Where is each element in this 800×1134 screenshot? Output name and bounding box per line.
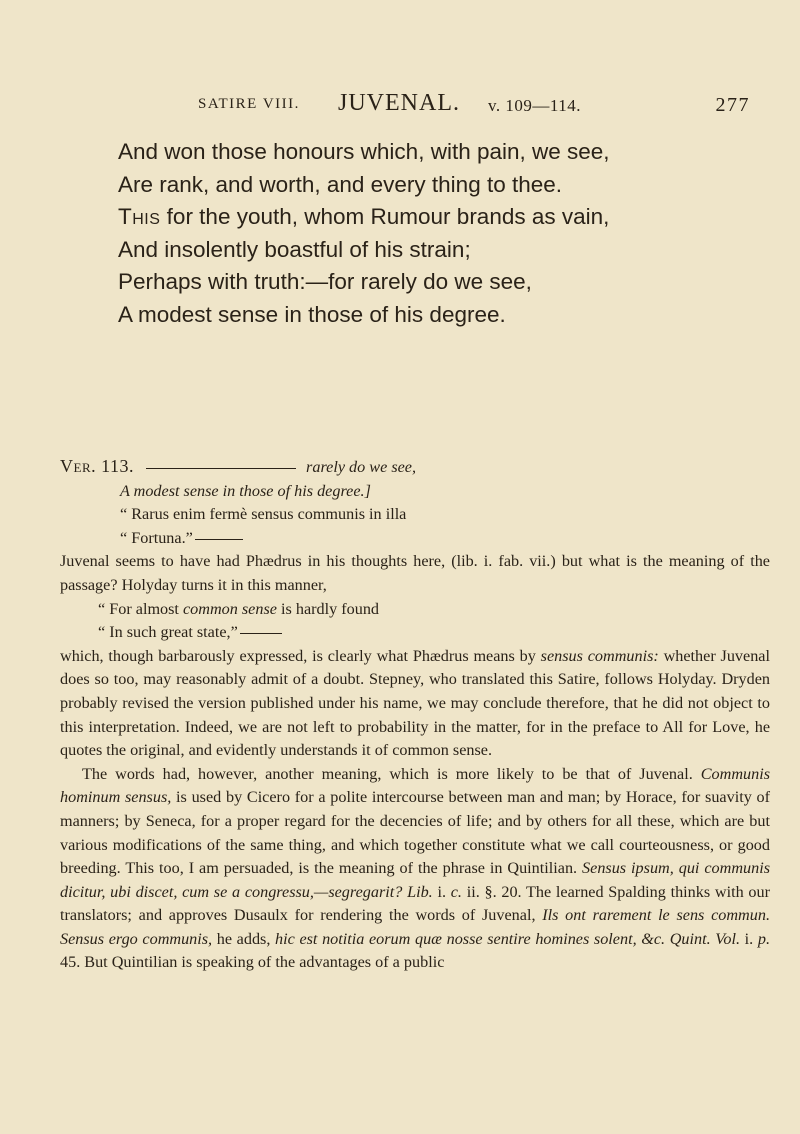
note-paragraph (60, 645, 770, 763)
holyday-quote-line (60, 598, 770, 622)
header-author: JUVENAL. (338, 90, 460, 116)
quote-text: is hardly found (276, 599, 380, 618)
poem-line: Are rank, and worth, and every thing to thee. (118, 171, 563, 197)
note-text: whether Juvenal does so too, may reasonably admit of a doubt. Stepney, who translated this Satire, follows Holyday. Dryden probably revised the version published under his name, we may conclude therefore, that he did not object to this interpretation. Indeed, we are not left to probability in the matter, for in the preface to All for Love, he quotes the original, and evidently understands it of common sense. (60, 646, 770, 760)
note-latin: Sensus ipsum, qui communis dicitur, ubi discet, cum se a congressu,—segregarit? Lib. (60, 859, 770, 901)
poem-line (118, 201, 738, 234)
poem-line-rest: for the youth, whom Rumour brands as vain, (160, 204, 610, 229)
note-latin: hic est notitia eorum quæ nosse sentire homines solent, &c. Quint. Vol. (275, 929, 741, 948)
note-paragraph: Juvenal seems to have had Phædrus in his thoughts here, (lib. i. fab. vii.) but what is the meaning of the passage? Holyday turns it in this manner, (60, 552, 770, 594)
verse-quote: rarely do we see, (306, 458, 417, 476)
note-paragraph (60, 763, 770, 975)
rule-dash (240, 633, 282, 634)
poem-line: And insolently boastful of his strain; (118, 236, 471, 262)
verse-label: Ver. 113. (60, 456, 134, 476)
note-text: he adds, (212, 929, 276, 948)
verse-quote-line (60, 480, 770, 504)
note-latin: Communis hominum sensus, (60, 764, 770, 807)
note-text: ii. §. 20. The learned Spalding thinks with our translators; and approves Dusaulx for rendering the words of Juvenal, (60, 882, 770, 925)
verse-reference (60, 455, 770, 480)
header-satire: SATIRE VIII. (198, 96, 300, 112)
poem-line: A modest sense in those of his degree. (118, 301, 506, 327)
holyday-quote-line (60, 621, 770, 645)
poem-block (118, 136, 738, 331)
note-text: i. (740, 929, 758, 948)
latin-quote-line: “ Rarus enim fermè sensus communis in illa (120, 505, 407, 524)
rule-dash (195, 539, 243, 540)
quote-text: “ In such great state,” (98, 623, 238, 642)
note-text: 45. But Quintilian is speaking of the advantages of a public (60, 953, 445, 972)
header-verse-range: v. 109—114. (488, 96, 582, 115)
verse-quote: A modest sense in those of his degree.] (120, 481, 371, 500)
note-french: Ils ont rarement le sens commun. Sensus ergo communis, (60, 906, 770, 948)
note-latin: c. (450, 882, 462, 901)
note-text: i. (432, 882, 451, 901)
latin-quote: “ Fortuna.” (120, 528, 193, 547)
rule-dash (146, 468, 296, 469)
poem-line: And won those honours which, with pain, we see, (118, 139, 610, 164)
note-text: The words had, however, another meaning, which is more likely to be that of Juvenal. (82, 764, 701, 783)
poem-line-initial-word: This (118, 204, 161, 229)
note-latin: p. (757, 929, 770, 948)
quote-emphasis: common sense (182, 599, 277, 618)
page-number: 277 (715, 94, 750, 116)
commentary-notes (60, 455, 770, 975)
quote-text: “ For almost (98, 599, 183, 618)
note-text: which, though barbarously expressed, is clearly what Phædrus means by (60, 646, 541, 665)
note-text: is used by Cicero for a polite intercourse between man and man; by Horace, for suavity of manners; by Seneca, for a proper regard for the decencies of life; and by others for all these, which are but various modifications of the same thing, and which together constitute what we call courteousness, or good breeding. This too, I am persuaded, is the meaning of the phrase in Quintilian. (60, 788, 770, 878)
note-latin: sensus communis: (540, 646, 659, 665)
running-header (198, 92, 760, 122)
poem-line: Perhaps with truth:—for rarely do we see, (118, 269, 532, 294)
latin-quote-line (60, 527, 770, 551)
